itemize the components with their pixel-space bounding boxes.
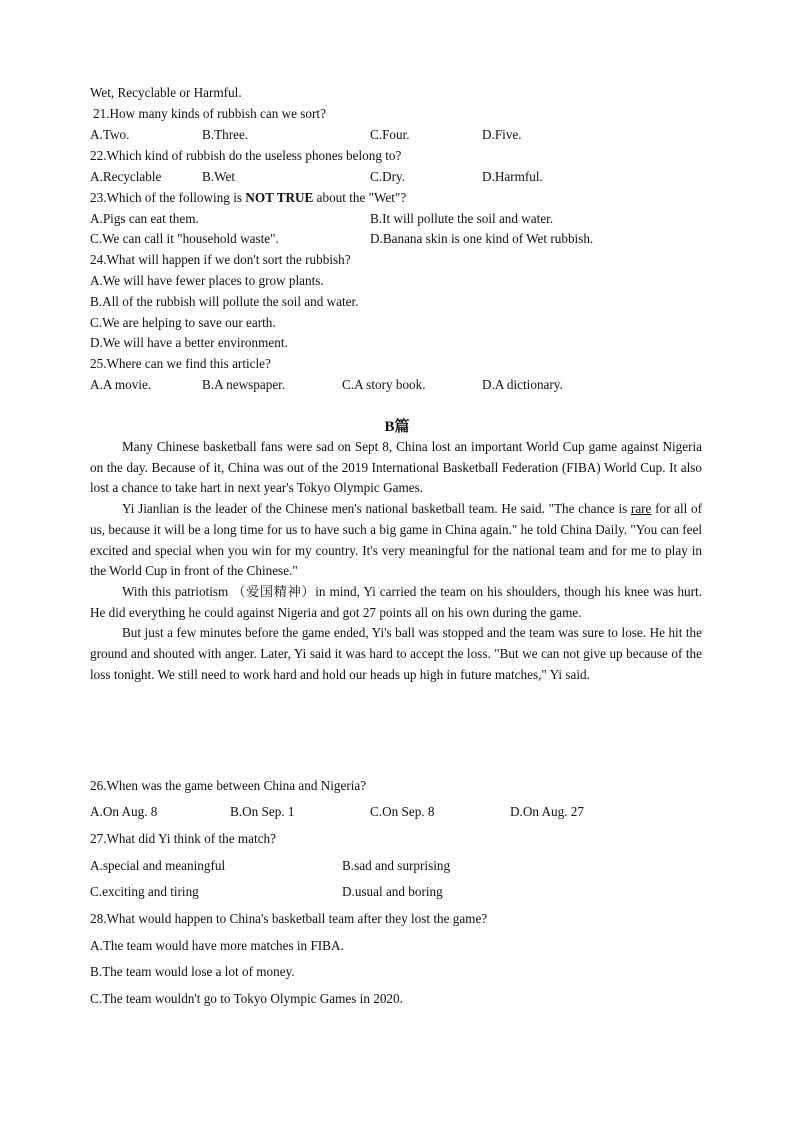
q27-option-d: D.usual and boring — [342, 884, 443, 899]
q22-option-b: B.Wet — [202, 169, 235, 184]
passage-b — [90, 437, 702, 685]
q24-stem: 24.What will happen if we don't sort the rubbish? — [90, 252, 351, 267]
passage-paragraph-4: But just a few minutes before the game ended, Yi's ball was stopped and the team was sure to lose. He hit the ground and shouted with anger. Later, Yi said it was hard to accept the loss. "But we can not give up because of the loss tonight. We still need to work hard and hold our heads up high in future matches," Yi said. — [90, 625, 702, 682]
q26-option-d: D.On Aug. 27 — [510, 804, 584, 819]
q22-option-c: C.Dry. — [370, 169, 406, 184]
q24-option-d: D.We will have a better environment. — [90, 335, 288, 350]
passage-paragraph-3: With this patriotism （爱国精神）in mind, Yi carried the team on his shoulders, though his knee was hurt. He did everything he could against Nigeria and got 27 points all on his own during the game. — [90, 583, 702, 620]
underlined-word-rare: rare — [630, 501, 652, 517]
q21-option-c: C.Four. — [370, 127, 410, 142]
q27-option-a: A.special and meaningful — [90, 858, 226, 873]
q21-option-b: B.Three. — [202, 127, 249, 142]
q23-option-d: D.Banana skin is one kind of Wet rubbish. — [370, 231, 594, 246]
q23-option-b: B.It will pollute the soil and water. — [370, 211, 554, 226]
q25-option-c: C.A story book. — [342, 377, 426, 392]
q27-option-c: C.exciting and tiring — [90, 884, 199, 899]
q24-option-b: B.All of the rubbish will pollute the soil and water. — [90, 294, 359, 309]
q24-option-c: C.We are helping to save our earth. — [90, 315, 276, 330]
q25-stem: 25.Where can we find this article? — [90, 356, 271, 371]
q22-option-d: D.Harmful. — [482, 169, 543, 184]
q21-stem: 21.How many kinds of rubbish can we sort? — [93, 106, 326, 121]
q22-option-a: A.Recyclable — [90, 169, 162, 184]
q26-option-a: A.On Aug. 8 — [90, 804, 158, 819]
q26-option-c: C.On Sep. 8 — [370, 804, 435, 819]
q23-option-c: C.We can call it "household waste". — [90, 231, 279, 246]
q21-option-a: A.Two. — [90, 127, 130, 142]
intro-tail-line: Wet, Recyclable or Harmful. — [90, 85, 242, 100]
q26-option-b: B.On Sep. 1 — [230, 804, 295, 819]
q25-option-a: A.A movie. — [90, 377, 152, 392]
q23-emphasis: NOT TRUE — [245, 190, 314, 205]
section-b-title: B篇 — [384, 419, 410, 435]
q27-option-b: B.sad and surprising — [342, 858, 451, 873]
q26-stem: 26.When was the game between China and Nigeria? — [90, 778, 367, 793]
q24-option-a: A.We will have fewer places to grow plants. — [90, 273, 324, 288]
q22-stem: 22.Which kind of rubbish do the useless phones belong to? — [90, 148, 402, 163]
q28-stem: 28.What would happen to China's basketball team after they lost the game? — [90, 911, 488, 926]
q23-stem: 23.Which of the following is NOT TRUE about the "Wet"? — [90, 190, 407, 205]
q25-option-b: B.A newspaper. — [202, 377, 286, 392]
passage-paragraph-1: Many Chinese basketball fans were sad on Sept 8, China lost an important World Cup game against Nigeria on the day. Because of it, China was out of the 2019 International Basketball Federation (FIBA) World Cup. It also lost a chance to take hart in next year's Tokyo Olympic Games. — [90, 439, 702, 496]
q28-option-a: A.The team would have more matches in FIBA. — [90, 938, 344, 953]
passage-paragraph-2: Yi Jianlian is the leader of the Chinese men's national basketball team. He said. "The chance is rare for all of us, because it will be a long time for us to have such a big game in China again." he told China Daily. "You can feel excited and special when you win for my country. It's very meaningful for the national team and for me to play in the World Cup in front of the Chinese." — [90, 501, 702, 579]
q28-option-c: C.The team wouldn't go to Tokyo Olympic Games in 2020. — [90, 991, 403, 1006]
q28-option-b: B.The team would lose a lot of money. — [90, 964, 295, 979]
q21-option-d: D.Five. — [482, 127, 522, 142]
q25-option-d: D.A dictionary. — [482, 377, 563, 392]
q23-option-a: A.Pigs can eat them. — [90, 211, 199, 226]
q27-stem: 27.What did Yi think of the match? — [90, 831, 276, 846]
